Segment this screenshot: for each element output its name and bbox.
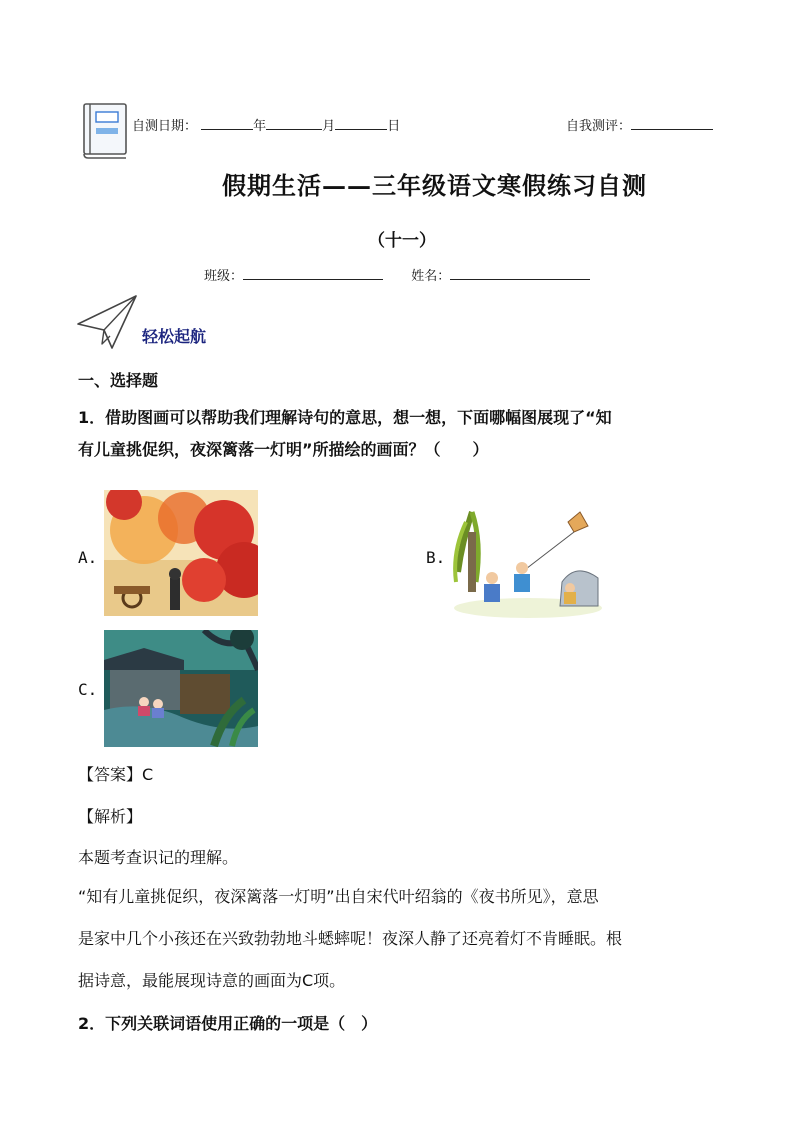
option-c-image[interactable] [104, 630, 258, 747]
option-b-label: B. [426, 548, 446, 567]
option-a-label: A. [78, 548, 98, 567]
option-a-image[interactable] [104, 490, 258, 616]
self-eval-blank[interactable] [631, 116, 713, 130]
name-label: 姓名： [411, 269, 451, 284]
self-test-date [132, 115, 400, 134]
self-eval-label: 自我测评： [566, 119, 632, 134]
month-label: 月 [322, 119, 336, 134]
self-evaluation [566, 115, 713, 134]
month-blank[interactable] [266, 116, 322, 130]
class-name-row [204, 265, 590, 284]
day-blank[interactable] [335, 116, 387, 130]
page-title: 假期生活——三年级语文寒假练习自测 [222, 171, 647, 200]
analysis-text [78, 841, 718, 997]
analysis-line-4: 据诗意，最能展现诗意的画面为C项。 [78, 971, 346, 990]
section-title: 轻松起航 [142, 327, 207, 346]
question-2: 2．下列关联词语使用正确的一项是（ ） [78, 1014, 378, 1033]
question-1-line-2: 有儿童挑促织，夜深篱落一灯明”所描绘的画面？（ ） [78, 440, 489, 459]
option-b-image[interactable] [452, 502, 604, 618]
analysis-line-3: 是家中几个小孩还在兴致勃勃地斗蟋蟀呢！夜深人静了还亮着灯不肯睡眠。根 [78, 929, 623, 948]
book-icon [80, 102, 130, 160]
analysis-line-1: 本题考查识记的理解。 [78, 848, 239, 867]
date-label: 自测日期： [132, 119, 198, 134]
day-label: 日 [387, 119, 401, 134]
part-one-heading: 一、选择题 [78, 371, 159, 390]
question-1 [78, 402, 612, 466]
paper-plane-icon [76, 294, 138, 352]
name-blank[interactable] [450, 266, 590, 280]
page-subtitle: （十一） [368, 231, 436, 251]
analysis-label: 【解析】 [78, 807, 143, 826]
answer: 【答案】C [78, 765, 154, 784]
class-blank[interactable] [243, 266, 383, 280]
class-label: 班级： [204, 269, 244, 284]
year-label: 年 [253, 119, 267, 134]
question-1-line-1: 1．借助图画可以帮助我们理解诗句的意思，想一想，下面哪幅图展现了“知 [78, 408, 612, 427]
option-c-label: C. [78, 680, 98, 699]
year-blank[interactable] [201, 116, 253, 130]
analysis-line-2: “知有儿童挑促织，夜深篱落一灯明”出自宋代叶绍翁的《夜书所见》，意思 [78, 887, 599, 906]
